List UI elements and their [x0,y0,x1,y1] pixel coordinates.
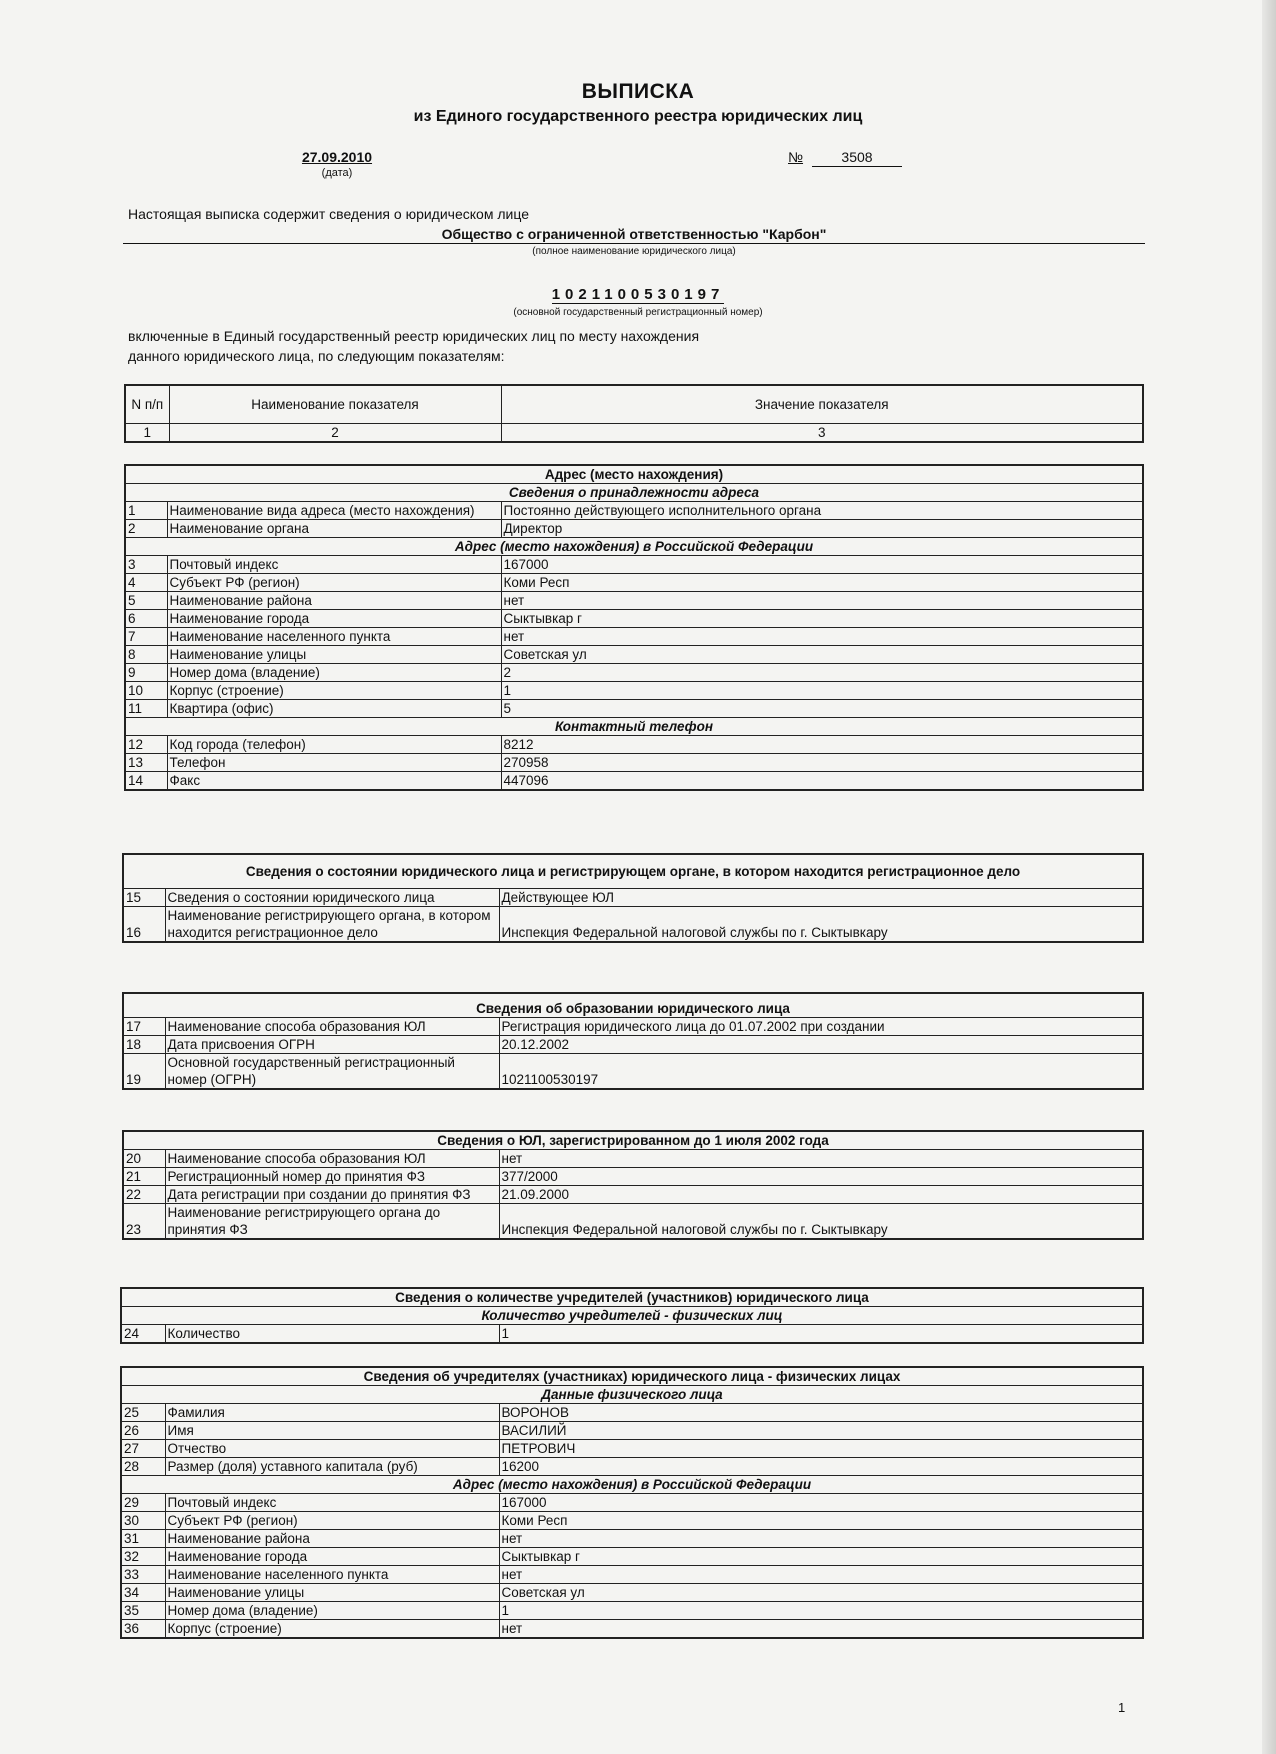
table-row [125,556,1143,574]
col-num-3: 3 [501,423,1143,442]
row-value: Советская ул [501,646,1143,664]
row-label: Наименование улицы [165,1584,499,1602]
row-number: 20 [123,1150,165,1168]
row-value: нет [501,592,1143,610]
row-label: Наименование улицы [167,646,501,664]
table-row [121,1422,1143,1440]
row-number: 13 [125,754,167,772]
row-number: 1 [125,502,167,520]
row-label: Размер (доля) уставного капитала (руб) [165,1458,499,1476]
state-section [122,853,1144,943]
doc-date: 27.09.2010 [301,149,373,165]
row-number: 12 [125,736,167,754]
row-number: 9 [125,664,167,682]
row-number: 32 [121,1548,165,1566]
row-number: 29 [121,1494,165,1512]
row-value: Советская ул [499,1584,1143,1602]
row-label: Номер дома (владение) [165,1602,499,1620]
subsection-title: Данные физического лица [121,1386,1143,1404]
row-value: нет [499,1566,1143,1584]
ogrn-caption: (основной государственный регистрационный номер) [513,307,763,318]
row-value: Сыктывкар г [501,610,1143,628]
row-number: 22 [123,1186,165,1204]
row-value: нет [499,1150,1143,1168]
before-2002-section [122,1130,1144,1240]
row-label: Наименование города [167,610,501,628]
table-row [125,502,1143,520]
row-value: 5 [501,700,1143,718]
row-number: 21 [123,1168,165,1186]
row-label: Регистрационный номер до принятия ФЗ [165,1168,499,1186]
row-label: Корпус (строение) [167,682,501,700]
row-value: Регистрация юридического лица до 01.07.2002 при создании [499,1017,1143,1035]
org-name: Общество с ограниченной ответственностью "Карбон" [123,226,1145,244]
founders-section [120,1366,1144,1639]
row-value: 21.09.2000 [499,1186,1143,1204]
row-value: Постоянно действующего исполнительного органа [501,502,1143,520]
table-row [125,520,1143,538]
subsection-title: Адрес (место нахождения) в Российской Федерации [121,1476,1143,1494]
subsection-title: Контактный телефон [125,718,1143,736]
row-number: 31 [121,1530,165,1548]
table-row [121,1602,1143,1620]
row-label: Почтовый индекс [165,1494,499,1512]
rows-group [123,1017,1143,1089]
row-label: Почтовый индекс [167,556,501,574]
row-number: 36 [121,1620,165,1639]
section-title: Сведения об образовании юридического лица [123,993,1143,1017]
row-label: Наименование регистрирующего органа до принятия ФЗ [165,1204,499,1240]
subsection-title: Сведения о принадлежности адреса [125,484,1143,502]
table-row [121,1620,1143,1639]
intro-text: Настоящая выписка содержит сведения о юридическом лице [128,206,529,222]
table-row [125,610,1143,628]
table-row [123,1186,1143,1204]
col-num-2: 2 [169,423,501,442]
row-label: Наименование района [167,592,501,610]
row-number: 3 [125,556,167,574]
row-label: Наименование органа [167,520,501,538]
table-row [123,1053,1143,1089]
row-value: Директор [501,520,1143,538]
row-label: Квартира (офис) [167,700,501,718]
row-label: Телефон [167,754,501,772]
table-row [123,888,1143,906]
table-row [123,1035,1143,1053]
row-value: 377/2000 [499,1168,1143,1186]
row-number: 17 [123,1017,165,1035]
rows-group [125,736,1143,791]
table-row [125,574,1143,592]
row-number: 8 [125,646,167,664]
row-value: 1 [499,1602,1143,1620]
table-row [125,664,1143,682]
ogrn-value: 1021100530197 [551,286,725,303]
founders-count-section [120,1287,1144,1344]
rows-group [125,556,1143,718]
table-row [125,736,1143,754]
row-number: 25 [121,1404,165,1422]
table-row [123,1204,1143,1240]
row-value: нет [499,1620,1143,1639]
row-value: 2 [501,664,1143,682]
row-number: 27 [121,1440,165,1458]
row-number: 28 [121,1458,165,1476]
row-label: Наименование района [165,1530,499,1548]
table-row [123,1168,1143,1186]
col-header-name: Наименование показателя [169,385,501,423]
row-value: 167000 [499,1494,1143,1512]
row-value: Инспекция Федеральной налоговой службы по г. Сыктывкару [499,906,1143,942]
row-value: ВАСИЛИЙ [499,1422,1143,1440]
row-label: Фамилия [165,1404,499,1422]
col-header-value: Значение показателя [501,385,1143,423]
rows-group [121,1404,1143,1476]
row-number: 11 [125,700,167,718]
row-label: Факс [167,772,501,791]
row-number: 16 [123,906,165,942]
row-number: 26 [121,1422,165,1440]
row-value: 20.12.2002 [499,1035,1143,1053]
row-label: Субъект РФ (регион) [165,1512,499,1530]
row-label: Сведения о состоянии юридического лица [165,888,499,906]
table-row [121,1548,1143,1566]
row-number: 5 [125,592,167,610]
rows-group [121,1325,1143,1344]
row-number: 19 [123,1053,165,1089]
row-number: 33 [121,1566,165,1584]
row-value: 270958 [501,754,1143,772]
row-value: Коми Респ [499,1512,1143,1530]
row-value: 1021100530197 [499,1053,1143,1089]
row-label: Дата присвоения ОГРН [165,1035,499,1053]
rows-group [125,502,1143,538]
row-value: 167000 [501,556,1143,574]
doc-number-label: № [788,149,804,165]
section-title: Адрес (место нахождения) [125,465,1143,484]
row-label: Основной государственный регистрационный номер (ОГРН) [165,1053,499,1089]
row-label: Дата регистрации при создании до принятия ФЗ [165,1186,499,1204]
row-value: ПЕТРОВИЧ [499,1440,1143,1458]
row-label: Наименование способа образования ЮЛ [165,1017,499,1035]
row-value: Инспекция Федеральной налоговой службы по г. Сыктывкару [499,1204,1143,1240]
row-number: 10 [125,682,167,700]
table-row [121,1404,1143,1422]
col-header-n: N п/п [125,385,169,423]
page-edge [1262,0,1276,1754]
row-number: 2 [125,520,167,538]
row-label: Наименование способа образования ЮЛ [165,1150,499,1168]
table-row [121,1512,1143,1530]
row-number: 14 [125,772,167,791]
section-title: Сведения о состоянии юридического лица и регистрирующем органе, в котором находится регистрационное дело [123,854,1143,888]
row-value: Действующее ЮЛ [499,888,1143,906]
row-label: Наименование населенного пункта [167,628,501,646]
row-number: 23 [123,1204,165,1240]
formation-section [122,992,1144,1090]
table-row [125,682,1143,700]
table-row [125,646,1143,664]
row-label: Наименование города [165,1548,499,1566]
rows-group [121,1494,1143,1639]
table-row [121,1584,1143,1602]
row-value: ВОРОНОВ [499,1404,1143,1422]
row-number: 18 [123,1035,165,1053]
section-title: Сведения об учредителях (участниках) юридического лица - физических лицах [121,1367,1143,1386]
table-row [123,1017,1143,1035]
row-number: 4 [125,574,167,592]
row-label: Код города (телефон) [167,736,501,754]
doc-title: ВЫПИСКА [581,80,695,103]
row-value: нет [499,1530,1143,1548]
row-value: 1 [501,682,1143,700]
row-number: 30 [121,1512,165,1530]
intro-text-2: включенные в Единый государственный реестр юридических лиц по месту нахождения данного юридического лица, по следующим показателям: [128,328,700,364]
table-row [125,592,1143,610]
row-label: Наименование населенного пункта [165,1566,499,1584]
column-header-table [124,384,1144,443]
table-row [125,700,1143,718]
subsection-title: Адрес (место нахождения) в Российской Федерации [125,538,1143,556]
row-number: 15 [123,888,165,906]
table-row [125,772,1143,791]
doc-date-caption: (дата) [321,167,353,179]
table-row [121,1494,1143,1512]
section-title: Сведения о ЮЛ, зарегистрированном до 1 июля 2002 года [123,1131,1143,1150]
rows-group [123,1150,1143,1240]
table-row [121,1325,1143,1344]
org-name-caption: (полное наименование юридического лица) [532,246,736,257]
row-value: Сыктывкар г [499,1548,1143,1566]
table-row [121,1566,1143,1584]
row-label: Отчество [165,1440,499,1458]
section-title: Сведения о количестве учредителей (участников) юридического лица [121,1288,1143,1307]
row-number: 34 [121,1584,165,1602]
col-num-1: 1 [125,423,169,442]
row-label: Номер дома (владение) [167,664,501,682]
row-value: нет [501,628,1143,646]
table-row [121,1458,1143,1476]
row-number: 24 [121,1325,165,1344]
row-value: 8212 [501,736,1143,754]
address-section [124,464,1144,791]
table-row [121,1530,1143,1548]
table-row [125,628,1143,646]
row-value: Коми Респ [501,574,1143,592]
row-number: 6 [125,610,167,628]
row-label: Наименование вида адреса (место нахождения) [167,502,501,520]
row-number: 7 [125,628,167,646]
subsection-title: Количество учредителей - физических лиц [121,1307,1143,1325]
doc-number: 3508 [812,149,902,167]
row-label: Имя [165,1422,499,1440]
table-row [125,754,1143,772]
ogrn [0,286,1276,303]
row-value: 447096 [501,772,1143,791]
row-value: 16200 [499,1458,1143,1476]
table-row [121,1440,1143,1458]
row-number: 35 [121,1602,165,1620]
doc-subtitle: из Единого государственного реестра юридических лиц [413,108,863,125]
table-row [123,1150,1143,1168]
row-label: Количество [165,1325,499,1344]
rows-group [123,888,1143,942]
row-value: 1 [499,1325,1143,1344]
table-row [123,906,1143,942]
page-number: 1 [1118,1700,1126,1715]
row-label: Субъект РФ (регион) [167,574,501,592]
row-label: Корпус (строение) [165,1620,499,1639]
row-label: Наименование регистрирующего органа, в котором находится регистрационное дело [165,906,499,942]
